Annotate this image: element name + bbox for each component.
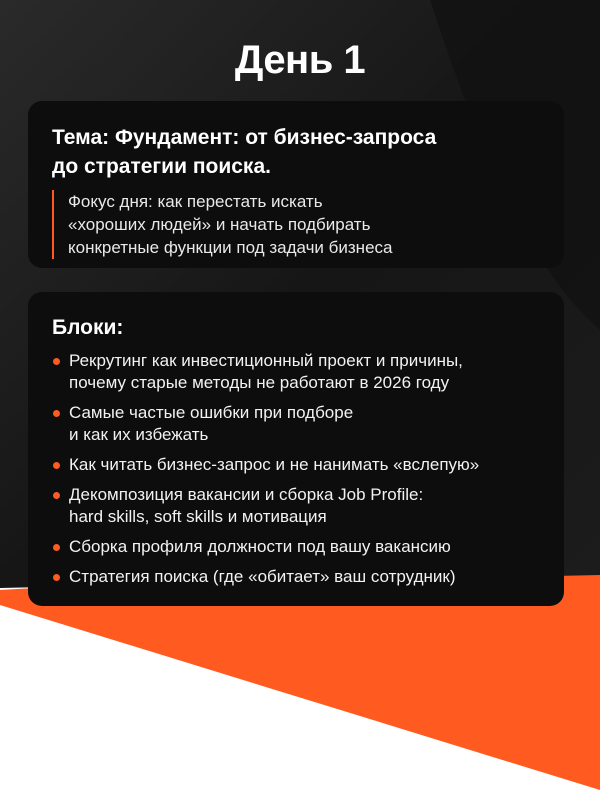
list-item [52, 402, 540, 446]
blocks-list [52, 350, 540, 588]
list-item [52, 566, 540, 588]
bullet-dot-icon [53, 358, 60, 365]
focus-line: «хороших людей» и начать подбирать [68, 215, 371, 234]
list-item-line: Стратегия поиска (где «обитает» ваш сотрудник) [69, 567, 456, 586]
list-item [52, 536, 540, 558]
topic-line: Тема: Фундамент: от бизнес-запроса [52, 126, 437, 149]
list-item [52, 454, 540, 476]
list-item-line: Сборка профиля должности под вашу вакансию [69, 537, 451, 556]
topic-heading [52, 123, 540, 181]
topic-line: до стратегии поиска. [52, 155, 271, 178]
list-item-line: Как читать бизнес-запрос и не нанимать «вслепую» [69, 455, 480, 474]
list-item-line: Самые частые ошибки при подборе [69, 403, 354, 422]
bullet-dot-icon [53, 544, 60, 551]
list-item [52, 484, 540, 528]
focus-quote [52, 190, 540, 259]
list-item-line: почему старые методы не работают в 2026 году [69, 373, 450, 392]
focus-line: Фокус дня: как перестать искать [68, 192, 323, 211]
bullet-dot-icon [53, 462, 60, 469]
page-title: День 1 [234, 38, 366, 82]
list-item-line: и как их избежать [69, 425, 209, 444]
blocks-heading: Блоки: [52, 316, 124, 339]
bullet-dot-icon [53, 410, 60, 417]
blocks-card [28, 292, 564, 606]
list-item-line: Рекрутинг как инвестиционный проект и причины, [69, 351, 463, 370]
bullet-dot-icon [53, 574, 60, 581]
list-item-line: hard skills, soft skills и мотивация [69, 507, 327, 526]
list-item [52, 350, 540, 394]
topic-card [28, 101, 564, 268]
focus-line: конкретные функции под задачи бизнеса [68, 238, 393, 257]
bullet-dot-icon [53, 492, 60, 499]
list-item-line: Декомпозиция вакансии и сборка Job Profile: [69, 485, 424, 504]
